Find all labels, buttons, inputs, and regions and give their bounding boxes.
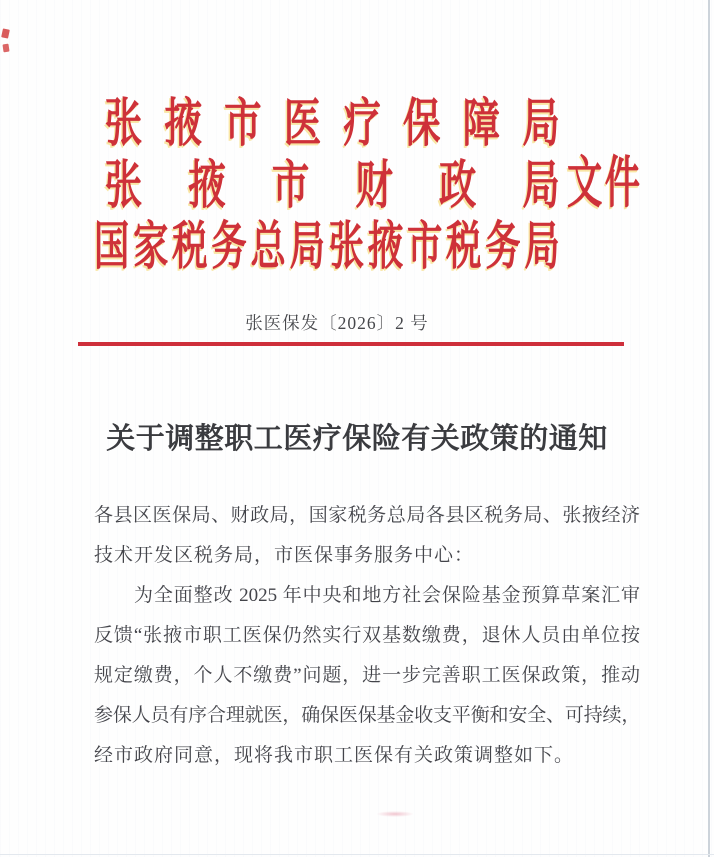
paragraph-line-4: 参保人员有序合理就医，确保医保基金收支平衡和安全、可持续，	[94, 705, 640, 726]
document-number: 张医保发〔2026〕2 号	[245, 313, 429, 333]
paragraph-line-2: 反馈“张掖市职工医保仍然实行双基数缴费，退休人员由单位按	[94, 625, 640, 646]
addressee-line-2: 技术开发区税务局，市医保事务服务中心：	[94, 545, 475, 566]
scan-smudge	[376, 811, 414, 817]
letterhead-org-line-2: 张 掖 市 财 政 局	[104, 157, 560, 215]
letterhead-org-line-3: 国 家 税 务 总 局 张 掖 市 税 务 局	[94, 218, 560, 276]
paragraph-line-1: 为全面整改 2025 年中央和地方社会保险基金预算草案汇审	[134, 585, 640, 606]
addressee-line-1: 各县区医保局、财政局，国家税务总局各县区税务局、张掖经济	[94, 505, 640, 526]
document-body	[94, 496, 640, 776]
scan-page-edge	[0, 854, 714, 855]
letterhead-org-line-1: 张 掖 市 医 疗 保 障 局	[104, 95, 560, 153]
scan-page-edge	[708, 0, 710, 857]
letterhead-doc-type-label: 文件	[567, 153, 643, 215]
red-divider-rule	[78, 342, 624, 346]
scan-ink-mark	[2, 44, 9, 53]
paragraph-line-5: 经市政府同意，现将我市职工医保有关政策调整如下。	[94, 745, 575, 766]
scan-ink-mark	[1, 28, 10, 38]
paragraph-line-3: 规定缴费，个人不缴费”问题，进一步完善职工医保政策，推动	[94, 665, 640, 686]
document-title: 关于调整职工医疗保险有关政策的通知	[106, 423, 608, 455]
